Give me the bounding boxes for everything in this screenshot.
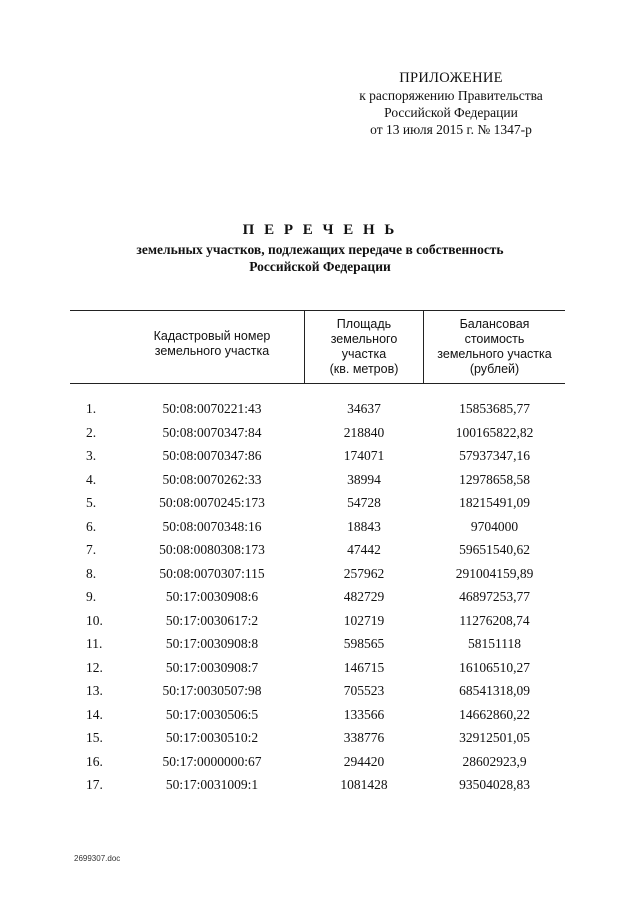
area-cell: 598565: [343, 636, 385, 651]
table-row: [0, 397, 640, 421]
cadastral-number-cell: 50:08:0080308:173: [159, 542, 265, 557]
document-subtitle-line-1: земельных участков, подлежащих передаче в собственность: [136, 242, 504, 257]
cadastral-number-cell: 50:08:0070307:115: [159, 565, 265, 581]
cadastral-number-cell: 50:08:0070262:33: [162, 471, 262, 487]
row-number: 5.: [86, 495, 97, 510]
balance-value-cell: 18215491,09: [459, 495, 530, 510]
header-cadastral-line-2: земельного участка: [154, 344, 270, 358]
balance-value-cell: 57937347,16: [459, 448, 530, 463]
balance-value-cell: 32912501,05: [459, 730, 530, 745]
row-number: 1.: [86, 401, 97, 416]
document-title: П Е Р Е Ч Е Н Ь: [242, 222, 398, 238]
row-number: 6.: [86, 518, 97, 534]
table-row: [0, 491, 640, 515]
cadastral-number-cell: 50:08:0070347:86: [162, 448, 262, 463]
header-area-line-2: земельного: [330, 332, 398, 346]
table-row: [0, 656, 640, 680]
balance-value-cell: 16106510,27: [459, 659, 530, 675]
cadastral-number-cell: 50:08:0070245:173: [159, 495, 265, 510]
balance-value-cell: 9704000: [470, 518, 519, 534]
cadastral-number-cell: 50:17:0030908:6: [165, 589, 259, 604]
row-number: 17.: [86, 777, 103, 792]
area-cell: 146715: [343, 659, 385, 675]
row-number: 7.: [86, 542, 97, 557]
area-cell: 34637: [347, 401, 381, 416]
cadastral-number-cell: 50:17:0000000:67: [162, 753, 262, 769]
table-row: [0, 562, 640, 586]
area-cell: 705523: [343, 683, 385, 698]
row-number: 2.: [86, 424, 97, 440]
cadastral-number-cell: 50:17:0030507:98: [162, 683, 262, 698]
header-balance-line-2: стоимость: [464, 332, 525, 346]
area-cell: 1081428: [340, 777, 388, 792]
cadastral-number-cell: 50:17:0030506:5: [165, 706, 259, 722]
balance-value-cell: 68541318,09: [459, 683, 530, 698]
header-area: [305, 312, 423, 382]
table-top-rule: [70, 310, 565, 311]
table-row: [0, 632, 640, 656]
table-body: [0, 397, 640, 797]
balance-value-cell: 100165822,82: [455, 424, 534, 440]
area-cell: 294420: [343, 753, 385, 769]
document-subtitle: [90, 241, 550, 275]
table-row: [0, 468, 640, 492]
header-balance-value: [424, 312, 565, 382]
row-number: 15.: [86, 730, 103, 745]
area-cell: 174071: [343, 448, 385, 463]
area-cell: 482729: [343, 589, 385, 604]
cadastral-number-cell: 50:17:0030617:2: [165, 612, 259, 628]
cadastral-number-cell: 50:17:0030908:8: [165, 636, 259, 651]
document-file-code: 2699307.doc: [74, 854, 121, 863]
table-row: [0, 609, 640, 633]
area-cell: 38994: [347, 471, 381, 487]
table-row: [0, 773, 640, 797]
header-cadastral-number: [120, 318, 304, 370]
header-balance-line-1: Балансовая: [459, 317, 530, 331]
balance-value-cell: 28602923,9: [462, 753, 527, 769]
row-number: 3.: [86, 448, 97, 463]
row-number: 14.: [86, 706, 103, 722]
row-number: 13.: [86, 683, 103, 698]
appendix-line-date: от 13 июля 2015 г. № 1347-р: [370, 122, 532, 137]
table-row: [0, 585, 640, 609]
row-number: 12.: [86, 659, 103, 675]
appendix-line-decree: к распоряжению Правительства: [359, 88, 543, 103]
appendix-block: [340, 70, 562, 138]
table-row: [0, 726, 640, 750]
cadastral-number-cell: 50:17:0030510:2: [165, 730, 259, 745]
table-row: [0, 703, 640, 727]
area-cell: 54728: [347, 495, 381, 510]
cadastral-number-cell: 50:08:0070348:16: [162, 518, 262, 534]
cadastral-number-cell: 50:17:0030908:7: [165, 659, 259, 675]
table-row: [0, 444, 640, 468]
header-area-line-1: Площадь: [336, 317, 392, 331]
area-cell: 47442: [347, 542, 381, 557]
cadastral-number-cell: 50:08:0070221:43: [162, 401, 262, 416]
row-number: 9.: [86, 589, 97, 604]
balance-value-cell: 59651540,62: [459, 542, 530, 557]
header-balance-line-4: (рублей): [469, 362, 520, 376]
balance-value-cell: 58151118: [468, 636, 521, 651]
header-area-line-3: участка: [341, 347, 387, 361]
table-row: [0, 750, 640, 774]
balance-value-cell: 15853685,77: [459, 401, 530, 416]
table-row: [0, 538, 640, 562]
cadastral-number-cell: 50:08:0070347:84: [162, 424, 262, 440]
table-header-bottom-rule: [70, 383, 565, 384]
appendix-title: ПРИЛОЖЕНИЕ: [399, 70, 503, 86]
balance-value-cell: 93504028,83: [459, 777, 530, 792]
header-area-line-4: (кв. метров): [329, 362, 399, 376]
header-balance-line-3: земельного участка: [437, 347, 552, 361]
row-number: 16.: [86, 753, 103, 769]
balance-value-cell: 11276208,74: [459, 612, 530, 628]
row-number: 11.: [86, 636, 103, 651]
balance-value-cell: 291004159,89: [455, 565, 534, 581]
area-cell: 18843: [347, 518, 381, 534]
area-cell: 102719: [343, 612, 385, 628]
table-row: [0, 515, 640, 539]
table-row: [0, 679, 640, 703]
row-number: 10.: [86, 612, 103, 628]
table-row: [0, 421, 640, 445]
balance-value-cell: 14662860,22: [459, 706, 530, 722]
area-cell: 218840: [343, 424, 385, 440]
row-number: 8.: [86, 565, 97, 581]
area-cell: 133566: [343, 706, 385, 722]
row-number: 4.: [86, 471, 97, 487]
appendix-line-government: Российской Федерации: [384, 105, 518, 120]
header-cadastral-line-1: Кадастровый номер: [153, 329, 271, 343]
balance-value-cell: 12978658,58: [459, 471, 530, 487]
balance-value-cell: 46897253,77: [459, 589, 530, 604]
area-cell: 338776: [343, 730, 385, 745]
cadastral-number-cell: 50:17:0031009:1: [165, 777, 259, 792]
document-subtitle-line-2: Российской Федерации: [249, 259, 391, 274]
area-cell: 257962: [343, 565, 385, 581]
